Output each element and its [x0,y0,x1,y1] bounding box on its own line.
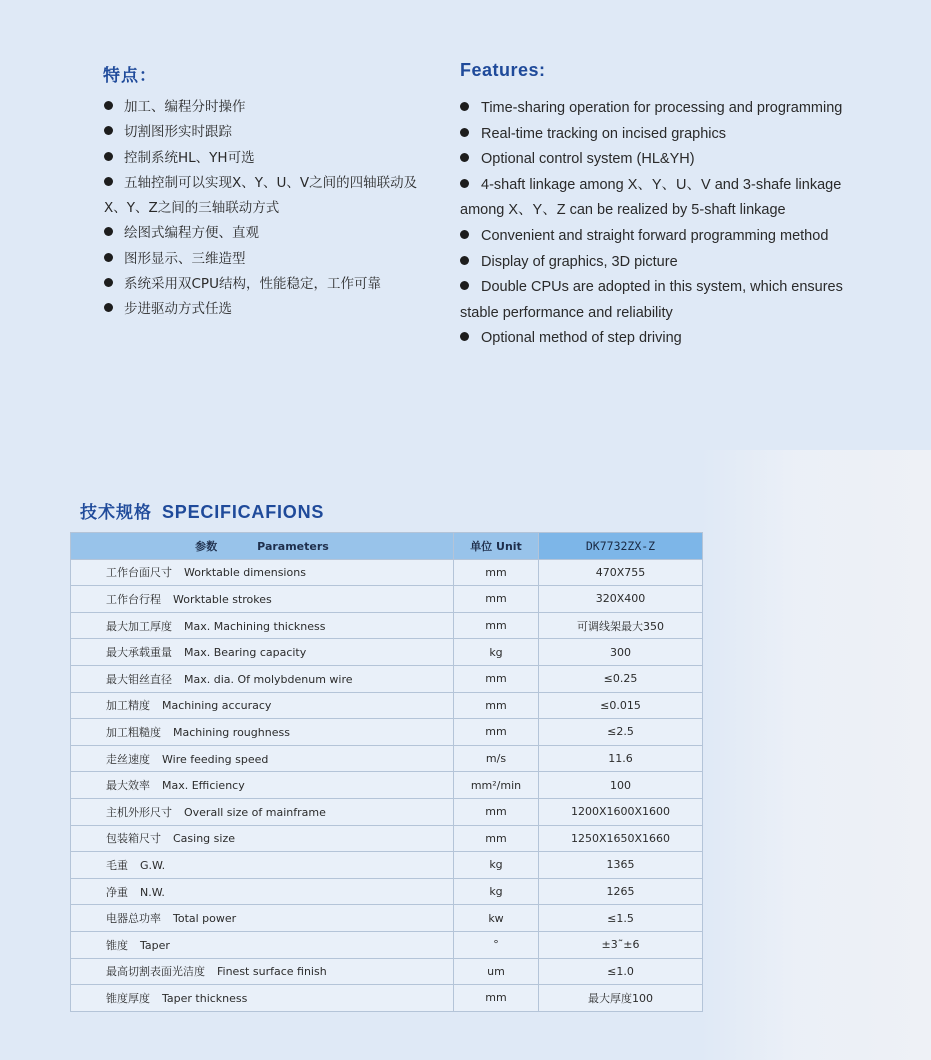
bullet-icon [460,102,469,111]
table-row: 最大钼丝直径 Max. dia. Of molybdenum wire mm ≤0.25 [71,665,703,692]
features-en-title: Features: [460,60,546,80]
feature-en-item: 4-shaft linkage among X、Y、U、V and 3-shafe linkage among X、Y、Z can be realized by 5-shaft linkage [460,176,842,219]
specifications-title-en: SPECIFICAFIONS [162,502,325,522]
table-row: 工作台行程 Worktable strokes mm 320X400 [71,586,703,613]
bullet-icon [104,253,113,262]
table-row: 锥度厚度 Taper thickness mm 最大厚度100 [71,985,703,1012]
specifications-title-cn: 技术规格 [80,503,152,523]
table-row: 最大效率 Max. Efficiency mm²/min 100 [71,772,703,799]
bullet-icon [104,152,113,161]
table-row: 锥度 Taper ° ±3˜±6 [71,931,703,958]
bullet-icon [460,230,469,239]
features-cn-list [104,95,424,323]
table-row: 工作台面尺寸 Worktable dimensions mm 470X755 [71,559,703,586]
feature-cn-item: 图形显示、三维造型 [104,247,424,272]
bullet-icon [460,179,469,188]
table-row: 包装箱尺寸 Casing size mm 1250X1650X1660 [71,825,703,852]
feature-en-item: Double CPUs are adopted in this system, which ensures stable performance and reliability [460,279,843,321]
feature-cn-item: 切割图形实时跟踪 [104,120,424,145]
bullet-icon [460,332,469,341]
feature-cn-item: 控制系统HL、YH可选 [104,146,424,171]
bullet-icon [104,126,113,135]
background-fade [701,450,931,1060]
feature-cn-item: 绘图式编程方便、直观 [104,221,424,246]
header-model: DK7732ZX-Z [539,533,703,560]
table-row: 电器总功率 Total power kw ≤1.5 [71,905,703,932]
bullet-icon [104,101,113,110]
table-row: 最大加工厚度 Max. Machining thickness mm 可调线架最大350 [71,612,703,639]
specifications-table [70,532,703,1012]
table-row: 毛重 G.W. kg 1365 [71,852,703,879]
feature-en-item: Real-time tracking on incised graphics [460,122,870,148]
feature-en-item: Time-sharing operation for processing and programming [460,96,870,122]
specifications-title [80,498,324,523]
features-en-list [460,96,870,352]
header-unit: 单位 Unit [454,533,539,560]
feature-en-item: Convenient and straight forward programming method [460,224,870,250]
bullet-icon [460,256,469,265]
bullet-icon [460,153,469,162]
bullet-icon [104,303,113,312]
table-row: 主机外形尺寸 Overall size of mainframe mm 1200X1600X1600 [71,798,703,825]
feature-cn-item: 系统采用双CPU结构，性能稳定，工作可靠 [104,272,424,297]
table-row: 走丝速度 Wire feeding speed m/s 11.6 [71,745,703,772]
header-parameters: 参数 Parameters [71,533,454,560]
bullet-icon [104,278,113,287]
table-row: 加工精度 Machining accuracy mm ≤0.015 [71,692,703,719]
feature-en-item: Optional control system (HL&YH) [460,147,870,173]
feature-en-item: Optional method of step driving [460,326,870,352]
table-row: 最大承载重量 Max. Bearing capacity kg 300 [71,639,703,666]
feature-en-item: Display of graphics, 3D picture [460,250,870,276]
table-row: 最高切割表面光洁度 Finest surface finish um ≤1.0 [71,958,703,985]
bullet-icon [104,227,113,236]
feature-cn-item: 步进驱动方式任选 [104,297,424,322]
bullet-icon [104,177,113,186]
bullet-icon [460,281,469,290]
table-row: 加工粗糙度 Machining roughness mm ≤2.5 [71,719,703,746]
feature-cn-item: 加工、编程分时操作 [104,95,424,120]
bullet-icon [460,128,469,137]
feature-cn-item: 五轴控制可以实现X、Y、U、V之间的四轴联动及X、Y、Z之间的三轴联动方式 [104,174,418,217]
table-header-row [71,533,703,560]
features-cn-title: 特点： [103,66,157,86]
table-row: 净重 N.W. kg 1265 [71,878,703,905]
